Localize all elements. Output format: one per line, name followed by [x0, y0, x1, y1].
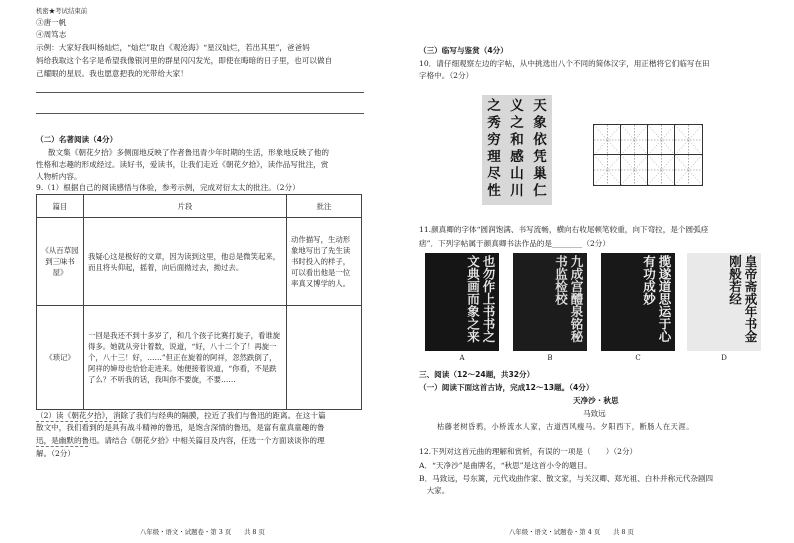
calligraphy-sample-image [482, 95, 552, 205]
grid-guide-lines [621, 155, 648, 185]
q9-2-line-4: 解。（2分） [36, 449, 75, 458]
poem-title: 天净沙・秋思 [573, 396, 619, 405]
option-4: ④周笃志 [36, 30, 67, 39]
q11-line-2: 痞”．下列字帖属于颜真卿书法作品的是________（2分） [419, 239, 610, 248]
section-title-reading: 三、阅读（12～24题，共32分） [419, 370, 535, 379]
intro-line-3: 人物析内容。 [36, 172, 82, 181]
section-title-calligraphy: （三）临写与鉴赏（4分） [419, 46, 508, 55]
photo-c-text: 揽遂道思运于心有功成妙 [641, 255, 672, 343]
photo-label-d: D [721, 354, 727, 362]
grid-cell[interactable] [648, 155, 675, 185]
grid-guide-lines [621, 125, 648, 155]
q9-2-line-1: （2）读《朝花夕拾》，消除了我们与经典的隔膜，拉近了我们与鲁迅的距离。在这十篇 [36, 411, 326, 420]
grid-cell[interactable] [675, 155, 702, 185]
row1-excerpt: 我疑心这是极好的文章，因为读到这里，他总是微笑起来，而且将头仰起，摇着，向后面拗过去，拗过去。 [84, 218, 287, 306]
option-3: ③唐一帆 [36, 18, 67, 27]
page-footer-left: 八年级・语文・试题卷・第 3 页 共 8 页 [140, 528, 265, 536]
row2-note-field[interactable] [287, 306, 362, 410]
col-header-title: 篇目 [37, 195, 84, 218]
q12-option-a: A．“天净沙”是曲牌名，“秋思”是这首小令的题目。 [419, 461, 592, 470]
calligraphy-photo-c [601, 253, 675, 351]
underline [36, 421, 122, 422]
calligraphy-column: 天象依凭巢仁 [533, 98, 547, 199]
example-line-3: 己耀眼的星辰。我也愿意把我的光带给大家！ [36, 69, 188, 78]
poem-body: 枯藤老树昏鸦，小桥流水人家，古道西风瘦马。夕阳西下，断肠人在天涯。 [437, 422, 694, 431]
answer-line[interactable] [36, 92, 364, 93]
photo-a-text: 也勿作上书书之文典画而象之来 [465, 255, 496, 343]
practice-grid[interactable] [593, 124, 703, 186]
q12-option-b-line-2: 大家。 [419, 486, 450, 495]
calligraphy-photo-a [425, 253, 499, 351]
q10-line-2: 字格中。（2分） [419, 71, 474, 80]
calligraphy-photo-d [687, 253, 761, 351]
q11-line-1: 11.颜真卿的字体“圆润饱满、书写流畅，横向右收尾顿笔较重，向下弯拉，是个圆弧痉 [419, 225, 709, 234]
grid-cell[interactable] [594, 125, 621, 155]
grid-guide-lines [594, 125, 621, 155]
calligraphy-photo-b [513, 253, 587, 351]
photo-d-text: 皇帝斋戒年书金刚般若经 [727, 255, 758, 343]
poem-author: 马致远 [583, 409, 606, 418]
example-line-1: 示例：大家好我叫杨灿烂，“灿烂”取自《观沧海》“星汉灿烂，若出其里”，爸爸妈 [36, 43, 310, 52]
calligraphy-column: 之秀穷理尽性 [487, 98, 501, 199]
q10-line-1: 10．请仔细观察左边的字帖，从中挑选出八个不同的简体汉字，用正楷将它们临写在田 [419, 59, 710, 68]
example-line-2: 妈给我取这个名字是希望我像银河里的群星闪闪发光，即使在晦暗的日子里，也可以做自 [36, 56, 333, 65]
confidential-header: 机密★考试结束前 [36, 7, 88, 15]
grid-cell[interactable] [594, 155, 621, 185]
photo-label-a: A [459, 354, 465, 362]
grid-cell[interactable] [621, 125, 648, 155]
col-header-note: 批注 [287, 195, 362, 218]
right-page [397, 0, 794, 543]
intro-line-2: 性格和志趣的形成经过。读好书，爱读书，让我们走近《朝花夕拾》，读作品写批注，赏 [36, 160, 329, 169]
q9-2-line-3: 迅，是幽默的鲁迅。请结合《朝花夕拾》中相关篇目及内容，任选一个方面谈谈你的理 [36, 436, 325, 445]
row1-note: 动作描写，生动形象地写出了先生读书时投入的样子，可以看出他是一位率真又博学的人。 [287, 218, 362, 306]
q12-option-b-line-1: B．马致远，号东篱，元代戏曲作家、散文家，与关汉卿、郑光祖、白朴并称元代杂剧四 [419, 474, 714, 483]
photo-label-c: C [635, 354, 641, 362]
table-header-row [37, 195, 362, 218]
question-9-1: 9.（1）根据自己的阅读感悟与体验，参考示例，完成对衍太太的批注。（2分） [36, 183, 300, 192]
grid-guide-lines [675, 155, 702, 185]
photo-b-text: 九成宫醴泉铭秘书监检校 [553, 255, 584, 343]
table-row [37, 306, 362, 410]
row2-title: 《琐记》 [37, 306, 84, 410]
subsection-poem: （一）阅读下面这首古诗，完成12～13题。（4分） [419, 383, 594, 392]
col-header-excerpt: 片段 [84, 195, 287, 218]
underline [36, 446, 88, 447]
calligraphy-column: 义之和感山川 [510, 98, 524, 199]
page-footer-right: 八年级・语文・试题卷・第 4 页 共 8 页 [509, 528, 634, 536]
q9-2-line-2: 散文中，我们看到的是具有战斗精神的鲁迅，是饱含深情的鲁迅，是富有童真童趣的鲁 [36, 423, 325, 432]
grid-cell[interactable] [621, 155, 648, 185]
table-row [37, 218, 362, 306]
section-title-reading: （二）名著阅读（4分） [36, 135, 118, 144]
row2-excerpt: 一回是我还不到十多岁了，和几个孩子比赛打旋子，看谁旋得多。她就从旁计着数，说道，“好，八十二个了！再旋一个，八十三！好，……”但正在旋着的阿祥，忽然跌倒了，阿祥的婶母也恰恰走进来。她便接着说道，“你看，不是跌了么？不听我的话，我叫你不要旋，不要…… [84, 306, 287, 410]
grid-guide-lines [675, 125, 702, 155]
intro-line-1: 散文集《朝花夕拾》多侧面地反映了作者鲁迅青少年时期的生活，形象地反映了他的 [48, 148, 329, 157]
annotation-table [36, 194, 362, 410]
photo-label-b: B [547, 354, 553, 362]
grid-guide-lines [648, 155, 675, 185]
grid-guide-lines [594, 155, 621, 185]
grid-cell[interactable] [675, 125, 702, 155]
grid-guide-lines [648, 125, 675, 155]
row1-title: 《从百草园到三味书屋》 [37, 218, 84, 306]
question-12: 12.下列对这首元曲的理解和赏析，有误的一项是（ ）（2分） [419, 447, 638, 456]
answer-line[interactable] [36, 113, 364, 114]
grid-cell[interactable] [648, 125, 675, 155]
